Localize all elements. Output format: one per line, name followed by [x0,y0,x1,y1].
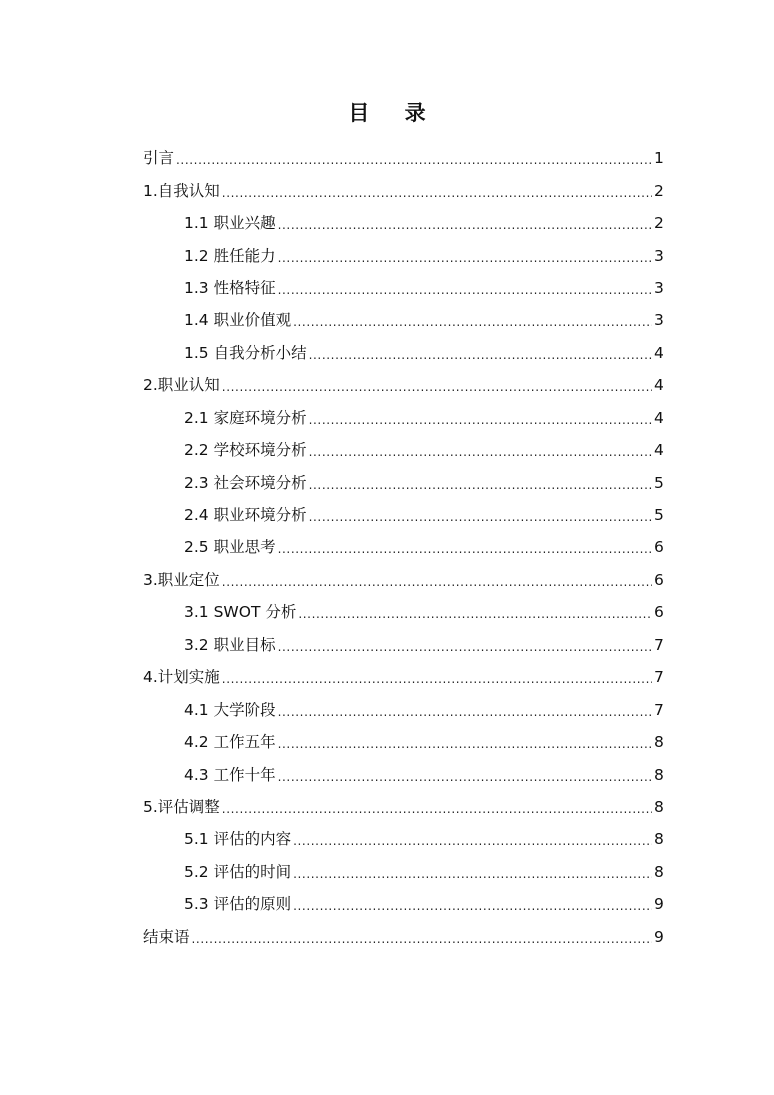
toc-entry-introduction[interactable] [143,142,663,174]
toc-dot-leader [222,669,652,689]
toc-page-number: 2 [654,214,664,233]
toc-entry-1-3[interactable] [184,272,663,304]
toc-page-number: 6 [654,603,664,622]
toc-dot-leader [278,637,652,657]
toc-page-number: 9 [654,895,664,914]
toc-dot-leader [278,767,652,787]
toc-entry-5-3[interactable] [184,888,663,920]
toc-entry-2-1[interactable] [184,402,663,434]
toc-entry-label: 2.1 家庭环境分析 [184,408,307,427]
toc-page-number: 4 [654,408,664,427]
toc-entry-label: 3.1 SWOT 分析 [184,603,297,622]
toc-page-number: 8 [654,733,664,752]
toc-entry-chapter-1[interactable] [143,174,663,206]
toc-page-number: 7 [654,635,664,654]
toc-entry-label: 5.评估调整 [143,797,220,816]
toc-entry-4-2[interactable] [184,726,663,758]
toc-dot-leader [298,604,652,624]
toc-entry-label: 5.1 评估的内容 [184,830,292,849]
toc-entry-label: 1.自我认知 [143,181,220,200]
toc-entry-3-1[interactable] [184,596,663,628]
toc-entry-2-2[interactable] [184,434,663,466]
toc-dot-leader [278,539,652,559]
toc-entry-label: 1.2 胜任能力 [184,246,276,265]
toc-entry-2-3[interactable] [184,466,663,498]
toc-dot-leader [222,377,652,397]
toc-entry-label: 1.4 职业价值观 [184,311,292,330]
toc-entry-label: 2.5 职业思考 [184,538,276,557]
toc-page-number: 5 [654,473,664,492]
toc-page-number: 1 [654,149,664,168]
toc-dot-leader [278,702,652,722]
toc-entry-1-5[interactable] [184,337,663,369]
toc-dot-leader [309,345,652,365]
toc-dot-leader [293,864,652,884]
toc-entry-label: 3.职业定位 [143,570,220,589]
toc-page-number: 3 [654,278,664,297]
toc-dot-leader [309,475,652,495]
toc-dot-leader [222,572,652,592]
toc-dot-leader [278,215,652,235]
toc-entry-4-1[interactable] [184,693,663,725]
toc-dot-leader [278,280,652,300]
toc-entry-label: 3.2 职业目标 [184,635,276,654]
toc-entry-label: 5.3 评估的原则 [184,895,292,914]
toc-page-number: 9 [654,927,664,946]
toc-page-number: 4 [654,343,664,362]
table-of-contents [0,142,774,953]
toc-entry-label: 2.4 职业环境分析 [184,506,307,525]
toc-entry-2-4[interactable] [184,499,663,531]
toc-dot-leader [293,831,652,851]
toc-entry-3-2[interactable] [184,629,663,661]
toc-entry-5-2[interactable] [184,856,663,888]
toc-entry-label: 2.3 社会环境分析 [184,473,307,492]
toc-page-number: 8 [654,862,664,881]
toc-entry-label: 2.2 学校环境分析 [184,441,307,460]
toc-entry-label: 结束语 [143,927,190,946]
toc-dot-leader [192,929,652,949]
toc-entry-label: 4.2 工作五年 [184,733,276,752]
page-title: 目 录 [348,101,440,125]
toc-dot-leader [309,410,652,430]
toc-dot-leader [222,799,652,819]
toc-page-number: 5 [654,506,664,525]
toc-page-number: 3 [654,246,664,265]
toc-page-number: 7 [654,700,664,719]
toc-entry-label: 4.1 大学阶段 [184,700,276,719]
toc-dot-leader [278,248,652,268]
toc-page-number: 8 [654,765,664,784]
toc-entry-4-3[interactable] [184,758,663,790]
toc-entry-label: 4.3 工作十年 [184,765,276,784]
toc-page-number: 8 [654,830,664,849]
toc-entry-label: 1.3 性格特征 [184,278,276,297]
toc-dot-leader [293,896,652,916]
toc-page-number: 6 [654,570,664,589]
toc-entry-1-1[interactable] [184,207,663,239]
toc-page-number: 7 [654,668,664,687]
toc-dot-leader [309,442,652,462]
toc-entry-label: 1.1 职业兴趣 [184,214,276,233]
toc-entry-chapter-5[interactable] [143,791,663,823]
toc-dot-leader [293,312,652,332]
toc-entry-label: 4.计划实施 [143,668,220,687]
toc-page-number: 3 [654,311,664,330]
toc-page-number: 8 [654,797,664,816]
toc-dot-leader [278,734,652,754]
toc-page-number: 4 [654,376,664,395]
toc-page-number: 6 [654,538,664,557]
toc-entry-1-2[interactable] [184,239,663,271]
toc-entry-label: 2.职业认知 [143,376,220,395]
toc-entry-2-5[interactable] [184,531,663,563]
toc-entry-1-4[interactable] [184,304,663,336]
toc-dot-leader [176,150,652,170]
toc-entry-label: 引言 [143,149,175,168]
toc-page-number: 2 [654,181,664,200]
toc-page-number: 4 [654,441,664,460]
toc-entry-5-1[interactable] [184,823,663,855]
toc-entry-label: 1.5 自我分析小结 [184,343,307,362]
toc-dot-leader [222,183,652,203]
toc-dot-leader [309,507,652,527]
toc-entry-label: 5.2 评估的时间 [184,862,292,881]
toc-entry-conclusion[interactable] [143,921,663,953]
toc-entry-chapter-2[interactable] [143,369,663,401]
toc-entry-chapter-4[interactable] [143,661,663,693]
toc-entry-chapter-3[interactable] [143,564,663,596]
